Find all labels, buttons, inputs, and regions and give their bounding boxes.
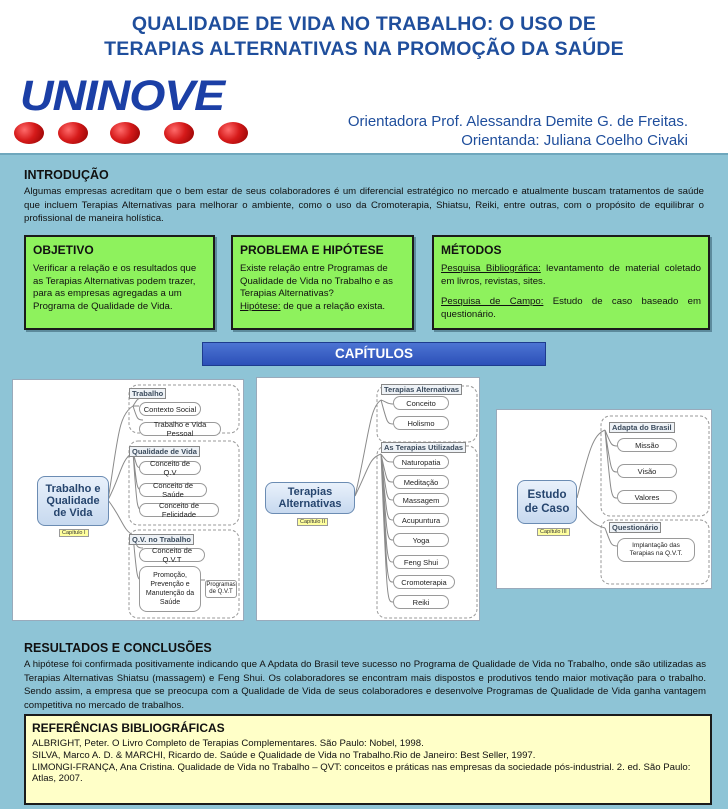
- capitulos-banner: CAPÍTULOS: [202, 342, 546, 366]
- problema-box: [231, 235, 414, 330]
- node-reiki: Reiki: [393, 595, 449, 609]
- node-implantacao: Implantação das Terapias na Q.V.T.: [617, 538, 695, 562]
- reference-1: ALBRIGHT, Peter. O Livro Completo de Terapias Complementares. São Paulo: Nobel, 1998.: [32, 738, 424, 749]
- title-line-1: QUALIDADE DE VIDA NO TRABALHO: O USO DE: [131, 13, 597, 35]
- group-adapta-brasil: Adapta do Brasil: [609, 422, 675, 433]
- intro-heading: INTRODUÇÃO: [24, 168, 109, 182]
- group-terapias-utilizadas: As Terapias Utilizadas: [381, 442, 466, 453]
- campo-label: Pesquisa de Campo:: [441, 296, 544, 307]
- campo-text: Estudo de caso baseado em questionário.: [441, 296, 702, 320]
- mindmap-chapter-3: [496, 409, 712, 589]
- referencias-heading: REFERÊNCIAS BIBLIOGRÁFICAS: [32, 721, 225, 735]
- poster-title: [0, 12, 728, 62]
- node-conceito: Conceito: [393, 396, 449, 410]
- center-node-1: Trabalho e Qualidade de Vida: [37, 476, 109, 526]
- advisor-name: Orientadora Prof. Alessandra Demite G. de Freitas.: [347, 113, 688, 130]
- node-valores: Valores: [617, 490, 677, 504]
- mindmap-chapter-1: [12, 379, 244, 621]
- node-conceito-felicidade: Conceito de Felicidade: [139, 503, 219, 517]
- group-trabalho: Trabalho: [129, 388, 166, 399]
- resultados-text: A hipótese foi confirmada positivamente indicando que A Apdata do Brasil teve sucesso no Programa de Qualidade de Vida no Trabalho, onde são utilizadas as Terapias Alternativas Shiatsu (massagem) e Feng Shui. Os colaboradores se encontram mais dispostos e produtivos tendo maior motivação para o trabalho. Sendo assim, a empresa que se preocupa com a Qualidade de Vida de seus colaboradores e desenvolve Programas de Qualidade de Vida ganha vantagem competitiva no mercado de trabalhos.: [24, 659, 706, 711]
- logo-dots-icon: [14, 122, 264, 144]
- node-massagem: Massagem: [393, 493, 449, 507]
- center-node-3: Estudo de Caso: [517, 480, 577, 524]
- center-node-2: Terapias Alternativas: [265, 482, 355, 514]
- chapter-tag-1: Capítulo I: [59, 529, 89, 537]
- mindmap-chapter-2: [256, 377, 480, 621]
- node-missao: Missão: [617, 438, 677, 452]
- problema-heading: PROBLEMA E HIPÓTESE: [240, 243, 384, 257]
- node-naturopatia: Naturopatia: [393, 455, 449, 469]
- metodos-campo: [441, 296, 701, 321]
- hipotese-label: Hipótese:: [240, 300, 281, 312]
- group-questionario: Questionário: [609, 522, 661, 533]
- referencias-box: [24, 714, 712, 805]
- node-trabalho-vida: Trabalho e Vida Pessoal: [139, 422, 221, 436]
- problema-text: [240, 263, 405, 313]
- problema-question: Existe relação entre Programas de Qualidade de Vida no Trabalho e as Terapias Alternativas?: [240, 263, 393, 299]
- authors: [348, 112, 688, 150]
- hipotese-text: de que a relação exista.: [280, 300, 386, 312]
- node-visao: Visão: [617, 464, 677, 478]
- content-panel: [0, 153, 728, 809]
- objetivo-box: [24, 235, 215, 330]
- node-acupuntura: Acupuntura: [393, 513, 449, 527]
- metodos-box: [432, 235, 710, 330]
- group-terapias-alternativas: Terapias Alternativas: [381, 384, 462, 395]
- title-line-2: TERAPIAS ALTERNATIVAS NA PROMOÇÃO DA SAÚDE: [104, 38, 624, 60]
- chapter-tag-3: Capítulo III: [537, 528, 570, 536]
- node-conceito-qvt: Conceito de Q.V.T: [139, 548, 205, 562]
- bib-label: Pesquisa Bibliográfica:: [441, 263, 541, 274]
- node-yoga: Yoga: [393, 533, 449, 547]
- intro-text: Algumas empresas acreditam que o bem estar de seus colaboradores é um diferencial estratégico no mercado e atualmente buscam tratamentos de saúde que incluem Terapias Alternativas para melhorar o ambiente, como o uso da Cromoterapia, Shiatsu, Reiki, entre outras, com o propósito de equilibrar o profissional de maneira holística.: [24, 186, 704, 224]
- objetivo-text: Verificar a relação e os resultados que as Terapias Alternativas podem trazer, para as empresas agregadas a um Programa de Qualidade de Vida.: [33, 263, 197, 312]
- uninove-logo: UNINOVE: [20, 72, 225, 120]
- node-feng-shui: Feng Shui: [393, 555, 449, 569]
- metodos-bib: [441, 263, 701, 288]
- bib-text: levantamento de material coletado em livros, revistas, sites.: [441, 263, 701, 287]
- node-holismo: Holismo: [393, 416, 449, 430]
- group-qv-trabalho: Q.V. no Trabalho: [129, 534, 194, 545]
- student-name: Orientanda: Juliana Coelho Civaki: [461, 132, 688, 149]
- objetivo-heading: OBJETIVO: [33, 243, 94, 257]
- node-conceito-qv: Conceito de Q.V: [139, 461, 201, 475]
- node-programas: Programas de Q.V.T: [205, 580, 237, 598]
- node-promocao: Promoção, Prevenção e Manutenção da Saúde: [139, 566, 201, 612]
- node-cromoterapia: Cromoterapia: [393, 575, 455, 589]
- group-qualidade-vida: Qualidade de Vida: [129, 446, 200, 457]
- metodos-heading: MÉTODOS: [441, 243, 502, 257]
- node-contexto-social: Contexto Social: [139, 402, 201, 416]
- resultados-heading: RESULTADOS E CONCLUSÕES: [24, 641, 212, 655]
- reference-3: LIMONGI-FRANÇA, Ana Cristina. Qualidade de Vida no Trabalho – QVT: conceitos e práticas nas empresas da sociedade pós-industrial. 2. ed. São Paulo: Atlas, 2007.: [32, 761, 691, 785]
- chapter-tag-2: Capítulo II: [297, 518, 328, 526]
- node-meditacao: Meditação: [393, 475, 449, 489]
- reference-2: SILVA, Marco A. D. & MARCHI, Ricardo de. Saúde e Qualidade de Vida no Trabalho.Rio de Janeiro: Best Seller, 1997.: [32, 749, 536, 761]
- node-conceito-saude: Conceito de Saúde: [139, 483, 207, 497]
